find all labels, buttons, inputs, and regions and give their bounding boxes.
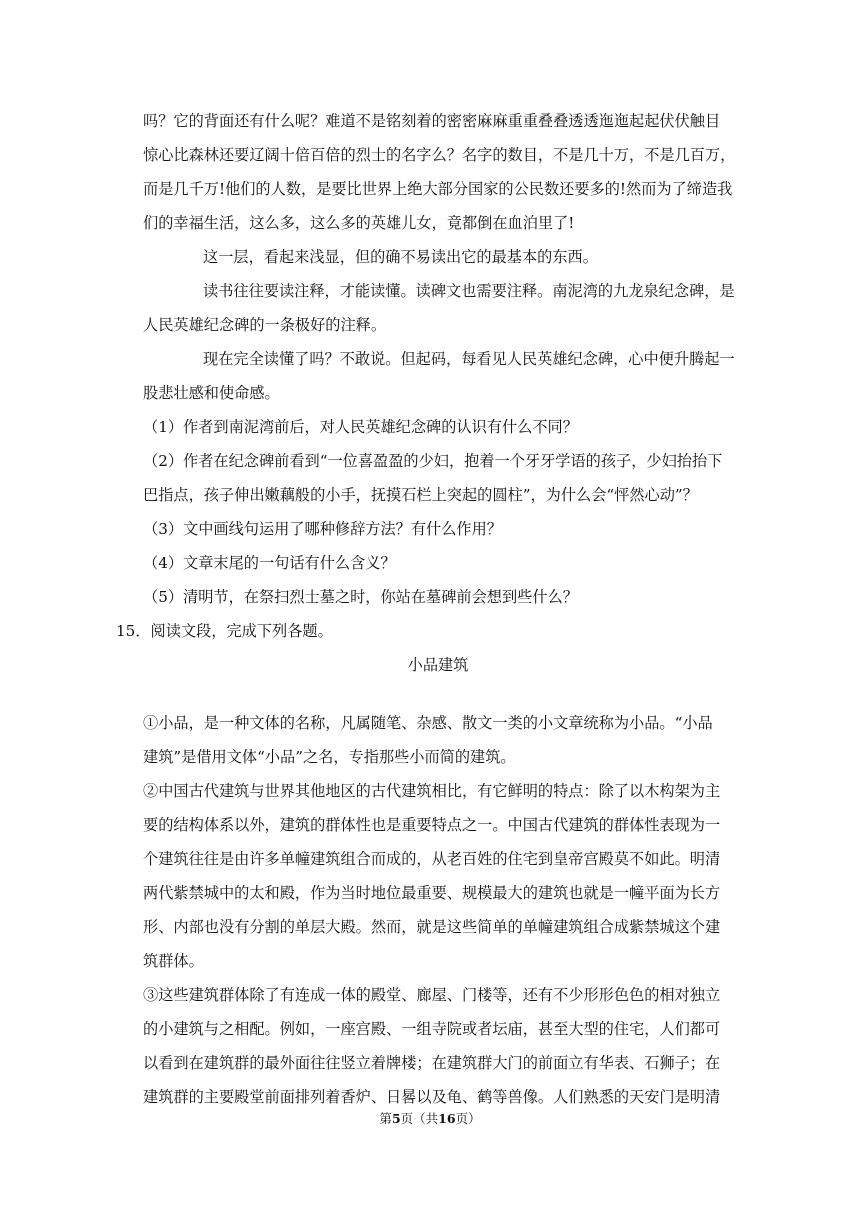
article-paragraph-1-line: 建筑”是借用文体“小品”之名，专指那些小而简的建筑。 bbox=[143, 748, 516, 766]
article-paragraph-3-line: 以看到在建筑群的最外面往往竖立着牌楼；在建筑群大门的前面立有华表、石狮子；在 bbox=[143, 1054, 721, 1072]
passage-line: 现在完全读懂了吗？不敢说。但起码，每看见人民英雄纪念碑，心中便升腾起一 bbox=[203, 350, 735, 368]
spacer bbox=[143, 682, 733, 706]
article-paragraph-2-line: 要的结构体系以外，建筑的群体性也是重要特点之一。中国古代建筑的群体性表现为一 bbox=[143, 816, 721, 834]
article-paragraph-2-line: 筑群体。 bbox=[143, 952, 204, 970]
article-paragraph-2-line: 两代紫禁城中的太和殿，作为当时地位最重要、规模最大的建筑也就是一幢平面为长方 bbox=[143, 884, 721, 902]
question-2-line: 巴指点，孩子伸出嫩藕般的小手，抚摸石栏上突起的圆柱”，为什么会“怦然心动”？ bbox=[143, 486, 698, 504]
footer-suffix: 页） bbox=[455, 1111, 481, 1126]
question-15-intro bbox=[116, 614, 733, 648]
article-title: 小品建筑 bbox=[407, 656, 469, 674]
question-4: （4）文章末尾的一句话有什么含义？ bbox=[143, 554, 396, 572]
footer-page-number: 5 bbox=[391, 1111, 401, 1126]
question-15-intro-text: 15．阅读文段，完成下列各题。 bbox=[116, 622, 333, 640]
footer-prefix: 第 bbox=[379, 1111, 392, 1126]
question-5: （5）清明节，在祭扫烈士墓之时，你站在墓碑前会想到些什么？ bbox=[143, 588, 578, 606]
footer-total-pages: 16 bbox=[438, 1111, 456, 1126]
footer-middle: 页（共 bbox=[400, 1111, 439, 1126]
article-paragraph-3-line: 的小建筑与之相配。例如，一座宫殿、一组寺院或者坛庙，甚至大型的住宅，人们都可 bbox=[143, 1020, 721, 1038]
article-paragraph-3-line: ③这些建筑群体除了有连成一体的殿堂、廊屋、门楼等，还有不少形形色色的相对独立 bbox=[143, 986, 721, 1004]
article-paragraph-2-line: ②中国古代建筑与世界其他地区的古代建筑相比，有它鲜明的特点：除了以木构架为主 bbox=[143, 782, 721, 800]
passage-line: 这一层，看起来浅显，但的确不易读出它的最基本的东西。 bbox=[203, 248, 598, 266]
article-paragraph-3-line: 建筑群的主要殿堂前面排列着香炉、日晷以及龟、鹤等兽像。人们熟悉的天安门是明清 bbox=[143, 1088, 721, 1106]
passage-line: 吗？它的背面还有什么呢？难道不是铭刻着的密密麻麻重重叠叠透透迤迤起起伏伏触目 bbox=[143, 112, 721, 130]
article-paragraph-2-line: 个建筑往往是由许多单幢建筑组合而成的，从老百姓的住宅到皇帝宫殿莫不如此。明清 bbox=[143, 850, 721, 868]
article-paragraph-2-line: 形、内部也没有分割的单层大殿。然而，就是这些简单的单幢建筑组合成紫禁城这个建 bbox=[143, 918, 721, 936]
page-content bbox=[116, 104, 736, 1114]
page-footer bbox=[0, 1110, 860, 1128]
passage-line: 惊心比森林还要辽阔十倍百倍的烈士的名字么？名字的数目，不是几十万，不是几百万， bbox=[143, 146, 736, 164]
question-3: （3）文中画线句运用了哪种修辞方法？有什么作用？ bbox=[143, 520, 502, 538]
passage-line: 人民英雄纪念碑的一条极好的注释。 bbox=[143, 316, 386, 334]
question-2-line: （2）作者在纪念碑前看到“一位喜盈盈的少妇，抱着一个牙牙学语的孩子，少妇抬抬下 bbox=[143, 452, 723, 470]
passage-line: 读书往往要读注释，才能读懂。读碑文也需要注释。南泥湾的九龙泉纪念碑，是 bbox=[203, 282, 735, 300]
passage-line: 而是几千万!他们的人数，是要比世界上绝大部分国家的公民数还要多的!然而为了缔造我 bbox=[143, 180, 733, 198]
article-paragraph-1-line: ①小品，是一种文体的名称，凡属随笔、杂感、散文一类的小文章统称为小品。“小品 bbox=[143, 714, 713, 732]
question-1: （1）作者到南泥湾前后，对人民英雄纪念碑的认识有什么不同？ bbox=[143, 418, 578, 436]
passage-line: 们的幸福生活，这么多，这么多的英雄儿女，竟都倒在血泊里了! bbox=[143, 214, 575, 232]
passage-line: 股悲壮感和使命感。 bbox=[143, 384, 280, 402]
